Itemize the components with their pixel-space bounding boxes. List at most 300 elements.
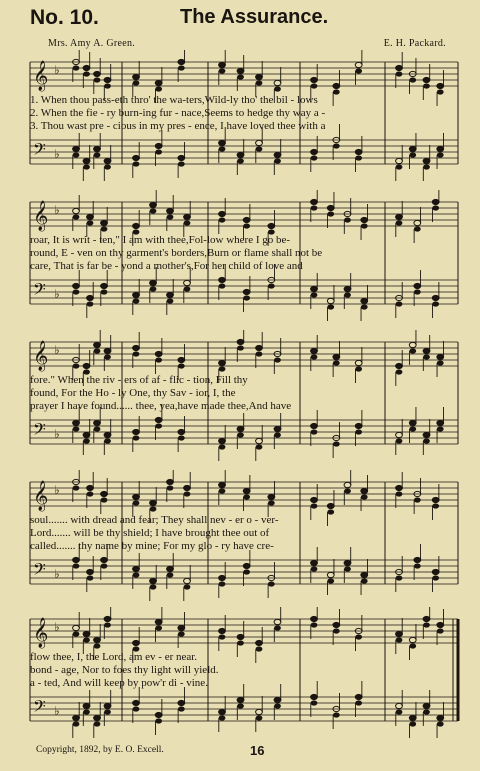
note-head — [361, 488, 368, 493]
note-head — [83, 158, 90, 163]
note-head — [178, 65, 185, 70]
note-head — [361, 304, 368, 309]
note-head — [237, 432, 244, 437]
note-head — [355, 366, 362, 371]
note-head — [327, 298, 334, 303]
note-head — [333, 354, 340, 359]
note-head — [94, 77, 101, 82]
note-head — [150, 286, 157, 291]
note-head — [344, 292, 351, 297]
note-head — [178, 161, 185, 166]
note-head — [94, 426, 101, 431]
note-head — [311, 292, 318, 297]
note-head — [167, 572, 174, 577]
note-head — [150, 500, 157, 505]
note-head — [344, 566, 351, 571]
note-head — [409, 152, 416, 157]
note-head — [432, 205, 439, 210]
note-head — [327, 205, 334, 210]
note-head — [423, 616, 430, 621]
bass-clef-icon: 𝄢 — [33, 279, 46, 303]
note-head — [355, 634, 362, 639]
note-head — [133, 351, 140, 356]
note-head — [274, 426, 281, 431]
copyright-notice: Copyright, 1892, by E. O. Excell. — [36, 745, 164, 755]
note-head — [73, 283, 80, 288]
note-head — [256, 444, 263, 449]
note-head — [219, 709, 226, 714]
lyric-line-verse-3: prayer I have found...... thee, yea,have made thee,And have — [30, 400, 292, 412]
note-head — [355, 700, 362, 705]
note-head — [396, 709, 403, 714]
flat-icon: ♭ — [54, 620, 60, 634]
note-head — [184, 214, 191, 219]
note-head — [256, 345, 263, 350]
note-head — [237, 339, 244, 344]
note-head — [396, 703, 403, 708]
note-head — [101, 289, 108, 294]
note-head — [104, 438, 111, 443]
note-head — [101, 557, 108, 562]
note-head — [94, 152, 101, 157]
note-head — [355, 149, 362, 154]
note-head — [432, 575, 439, 580]
treble-clef-icon: 𝄞 — [33, 618, 49, 648]
note-head — [94, 643, 101, 648]
note-head — [311, 348, 318, 353]
note-head — [104, 616, 111, 621]
note-head — [437, 721, 444, 726]
flat-icon: ♭ — [54, 483, 60, 497]
note-head — [219, 62, 226, 67]
note-head — [423, 438, 430, 443]
note-head — [178, 59, 185, 64]
note-head — [414, 289, 421, 294]
lyric-line-verse-1: 1. When thou pass-eth thro' the wa-ters,Wild-ly tho' the bil - lows — [30, 94, 318, 106]
note-head — [219, 277, 226, 282]
note-head — [409, 637, 416, 642]
lyric-line-verse-2: found, For the Ho - ly One, thy Sav - ior, I, the — [30, 387, 236, 399]
note-head — [437, 420, 444, 425]
note-head — [167, 292, 174, 297]
note-head — [178, 363, 185, 368]
lyric-line-verse-2: round, E - ven on thy garment's borders,Burn or flame shall not be — [30, 247, 323, 259]
note-head — [311, 423, 318, 428]
note-head — [87, 575, 94, 580]
note-head — [423, 622, 430, 627]
note-head — [409, 348, 416, 353]
note-head — [268, 494, 275, 499]
note-head — [155, 86, 162, 91]
note-head — [423, 348, 430, 353]
note-head — [83, 71, 90, 76]
lyric-line-verse-3: a - ted, And will keep by pow'r di - vine. — [30, 677, 208, 689]
note-head — [73, 420, 80, 425]
lyric-line-verse-3: care, That is far be - yond a mother's,For her child of love and — [30, 260, 303, 272]
note-head — [178, 435, 185, 440]
note-head — [432, 497, 439, 502]
note-head — [101, 491, 108, 496]
note-head — [83, 438, 90, 443]
note-head — [94, 715, 101, 720]
flat-icon: ♭ — [54, 147, 60, 161]
note-head — [184, 280, 191, 285]
note-head — [414, 497, 421, 502]
note-head — [101, 497, 108, 502]
note-head — [94, 146, 101, 151]
lyric-line-verse-3: 3. Thou wast pre - cious in my pres - ence, I have loved thee with a — [30, 120, 326, 132]
treble-clef-icon: 𝄞 — [33, 341, 49, 371]
treble-clef-icon: 𝄞 — [33, 481, 49, 511]
note-head — [355, 694, 362, 699]
note-head — [87, 295, 94, 300]
note-head — [396, 214, 403, 219]
note-head — [361, 494, 368, 499]
note-head — [311, 616, 318, 621]
note-head — [150, 202, 157, 207]
note-head — [178, 700, 185, 705]
note-head — [133, 345, 140, 350]
note-head — [83, 637, 90, 642]
note-head — [104, 348, 111, 353]
note-head — [237, 634, 244, 639]
note-head — [396, 432, 403, 437]
note-head — [87, 491, 94, 496]
note-head — [94, 721, 101, 726]
note-head — [83, 631, 90, 636]
composer-credit: E. H. Packard. — [383, 38, 446, 49]
note-head — [243, 563, 250, 568]
note-head — [167, 485, 174, 490]
note-head — [155, 80, 162, 85]
note-head — [150, 208, 157, 213]
flat-icon: ♭ — [54, 343, 60, 357]
note-head — [423, 164, 430, 169]
note-head — [133, 494, 140, 499]
note-head — [83, 432, 90, 437]
note-head — [274, 80, 281, 85]
flat-icon: ♭ — [54, 567, 60, 581]
note-head — [133, 706, 140, 711]
note-head — [311, 149, 318, 154]
note-head — [237, 152, 244, 157]
note-head — [150, 280, 157, 285]
note-head — [237, 426, 244, 431]
note-head — [423, 703, 430, 708]
lyricist-credit: Mrs. Amy A. Green. — [48, 38, 136, 49]
note-head — [274, 697, 281, 702]
note-head — [133, 566, 140, 571]
note-head — [437, 354, 444, 359]
note-head — [133, 500, 140, 505]
note-head — [274, 432, 281, 437]
note-head — [256, 709, 263, 714]
flat-icon: ♭ — [54, 203, 60, 217]
note-head — [311, 286, 318, 291]
note-head — [73, 426, 80, 431]
note-head — [155, 417, 162, 422]
note-head — [87, 485, 94, 490]
music-system — [0, 50, 480, 182]
note-head — [178, 706, 185, 711]
note-head — [361, 217, 368, 222]
note-head — [361, 298, 368, 303]
flat-icon: ♭ — [54, 427, 60, 441]
note-head — [437, 628, 444, 633]
note-head — [311, 199, 318, 204]
note-head — [219, 68, 226, 73]
note-head — [396, 220, 403, 225]
note-head — [150, 506, 157, 511]
note-head — [104, 703, 111, 708]
note-head — [361, 572, 368, 577]
note-head — [167, 479, 174, 484]
note-head — [237, 703, 244, 708]
note-head — [396, 301, 403, 306]
note-head — [237, 68, 244, 73]
note-head — [432, 295, 439, 300]
note-head — [133, 292, 140, 297]
note-head — [311, 83, 318, 88]
note-head — [104, 354, 111, 359]
note-head — [414, 283, 421, 288]
note-head — [396, 631, 403, 636]
note-head — [87, 569, 94, 574]
note-head — [184, 286, 191, 291]
note-head — [274, 158, 281, 163]
note-head — [219, 482, 226, 487]
music-system — [0, 607, 480, 739]
note-head — [104, 622, 111, 627]
note-head — [73, 152, 80, 157]
note-head — [155, 149, 162, 154]
note-head — [423, 709, 430, 714]
note-head — [178, 625, 185, 630]
note-head — [396, 491, 403, 496]
note-head — [155, 357, 162, 362]
note-head — [87, 220, 94, 225]
note-head — [437, 152, 444, 157]
note-head — [219, 581, 226, 586]
note-head — [274, 357, 281, 362]
note-head — [311, 77, 318, 82]
note-head — [396, 438, 403, 443]
note-head — [178, 429, 185, 434]
note-head — [437, 715, 444, 720]
note-head — [333, 83, 340, 88]
note-head — [133, 223, 140, 228]
bass-clef-icon: 𝄢 — [33, 139, 46, 163]
note-head — [83, 65, 90, 70]
note-head — [243, 217, 250, 222]
note-head — [311, 700, 318, 705]
note-head — [432, 569, 439, 574]
note-head — [178, 155, 185, 160]
note-head — [409, 77, 416, 82]
note-head — [311, 503, 318, 508]
note-head — [237, 640, 244, 645]
note-head — [396, 637, 403, 642]
note-head — [437, 426, 444, 431]
note-head — [243, 569, 250, 574]
note-head — [243, 223, 250, 228]
music-system — [0, 190, 480, 322]
flat-icon: ♭ — [54, 704, 60, 718]
note-head — [167, 214, 174, 219]
hymn-number: No. 10. — [30, 6, 99, 29]
note-head — [87, 214, 94, 219]
note-head — [311, 354, 318, 359]
note-head — [333, 628, 340, 633]
note-head — [437, 622, 444, 627]
note-head — [355, 155, 362, 160]
note-head — [219, 366, 226, 371]
note-head — [184, 584, 191, 589]
note-head — [237, 74, 244, 79]
note-head — [396, 485, 403, 490]
note-head — [268, 500, 275, 505]
note-head — [268, 283, 275, 288]
note-head — [268, 223, 275, 228]
note-head — [274, 86, 281, 91]
lyric-line-verse-3: called....... thy name by mine; For my glo - ry have cre- — [30, 540, 274, 552]
note-head — [344, 286, 351, 291]
note-head — [333, 143, 340, 148]
note-head — [73, 363, 80, 368]
note-head — [243, 289, 250, 294]
note-head — [73, 557, 80, 562]
note-head — [423, 77, 430, 82]
note-head — [73, 625, 80, 630]
note-head — [178, 631, 185, 636]
lyric-line-verse-1: fore." When the riv - ers of af - flic - tion, Fill thy — [30, 374, 248, 386]
note-head — [437, 360, 444, 365]
note-head — [355, 429, 362, 434]
note-head — [355, 62, 362, 67]
flat-icon: ♭ — [54, 63, 60, 77]
note-head — [237, 345, 244, 350]
note-head — [355, 360, 362, 365]
note-head — [311, 155, 318, 160]
flat-icon: ♭ — [54, 287, 60, 301]
note-head — [409, 715, 416, 720]
note-head — [237, 158, 244, 163]
note-head — [409, 643, 416, 648]
note-head — [344, 217, 351, 222]
note-head — [73, 721, 80, 726]
note-head — [327, 578, 334, 583]
note-head — [87, 301, 94, 306]
note-head — [256, 74, 263, 79]
note-head — [94, 348, 101, 353]
note-head — [101, 283, 108, 288]
note-head — [256, 640, 263, 645]
note-head — [423, 432, 430, 437]
note-head — [94, 420, 101, 425]
lyric-line-verse-2: 2. When the fie - ry burn-ing fur - nace,Seems to hedge thy way a - — [30, 107, 326, 119]
note-head — [311, 622, 318, 627]
note-head — [73, 289, 80, 294]
bass-clef-icon: 𝄢 — [33, 559, 46, 583]
note-head — [333, 712, 340, 717]
note-head — [133, 155, 140, 160]
note-head — [437, 83, 444, 88]
note-head — [155, 625, 162, 630]
note-head — [432, 503, 439, 508]
note-head — [133, 640, 140, 645]
note-head — [423, 158, 430, 163]
note-head — [256, 351, 263, 356]
note-head — [133, 74, 140, 79]
music-system — [0, 470, 480, 602]
note-head — [355, 68, 362, 73]
note-head — [219, 488, 226, 493]
note-head — [150, 584, 157, 589]
note-head — [327, 572, 334, 577]
note-head — [219, 146, 226, 151]
note-head — [94, 637, 101, 642]
note-head — [409, 342, 416, 347]
note-head — [133, 429, 140, 434]
note-head — [333, 441, 340, 446]
note-head — [256, 715, 263, 720]
note-head — [327, 211, 334, 216]
note-head — [256, 80, 263, 85]
note-head — [101, 226, 108, 231]
lyric-line-verse-1: flow thee, I, the Lord, am ev - er near. — [30, 651, 198, 663]
note-head — [409, 146, 416, 151]
note-head — [219, 444, 226, 449]
note-head — [104, 709, 111, 714]
lyric-line-verse-2: bond - age, Nor to foes thy light will yield. — [30, 664, 219, 676]
music-system — [0, 330, 480, 462]
note-head — [423, 354, 430, 359]
note-head — [73, 146, 80, 151]
note-head — [155, 619, 162, 624]
lyric-line-verse-1: soul....... with dread and fear; They shall nev - er o - ver- — [30, 514, 279, 526]
note-head — [73, 214, 80, 219]
note-head — [311, 205, 318, 210]
note-head — [184, 578, 191, 583]
note-head — [94, 71, 101, 76]
note-head — [133, 700, 140, 705]
note-head — [133, 161, 140, 166]
note-head — [73, 715, 80, 720]
note-head — [361, 578, 368, 583]
note-head — [73, 563, 80, 568]
note-head — [219, 140, 226, 145]
note-head — [409, 721, 416, 726]
note-head — [73, 631, 80, 636]
note-head — [432, 199, 439, 204]
treble-clef-icon: 𝄞 — [33, 61, 49, 91]
note-head — [409, 426, 416, 431]
note-head — [414, 557, 421, 562]
note-head — [311, 497, 318, 502]
note-head — [311, 566, 318, 571]
note-head — [396, 363, 403, 368]
note-head — [327, 304, 334, 309]
note-head — [83, 363, 90, 368]
note-head — [432, 301, 439, 306]
note-head — [219, 283, 226, 288]
note-head — [437, 146, 444, 151]
note-head — [311, 560, 318, 565]
note-head — [155, 423, 162, 428]
note-head — [184, 485, 191, 490]
hymn-title: The Assurance. — [180, 6, 329, 28]
note-head — [361, 223, 368, 228]
